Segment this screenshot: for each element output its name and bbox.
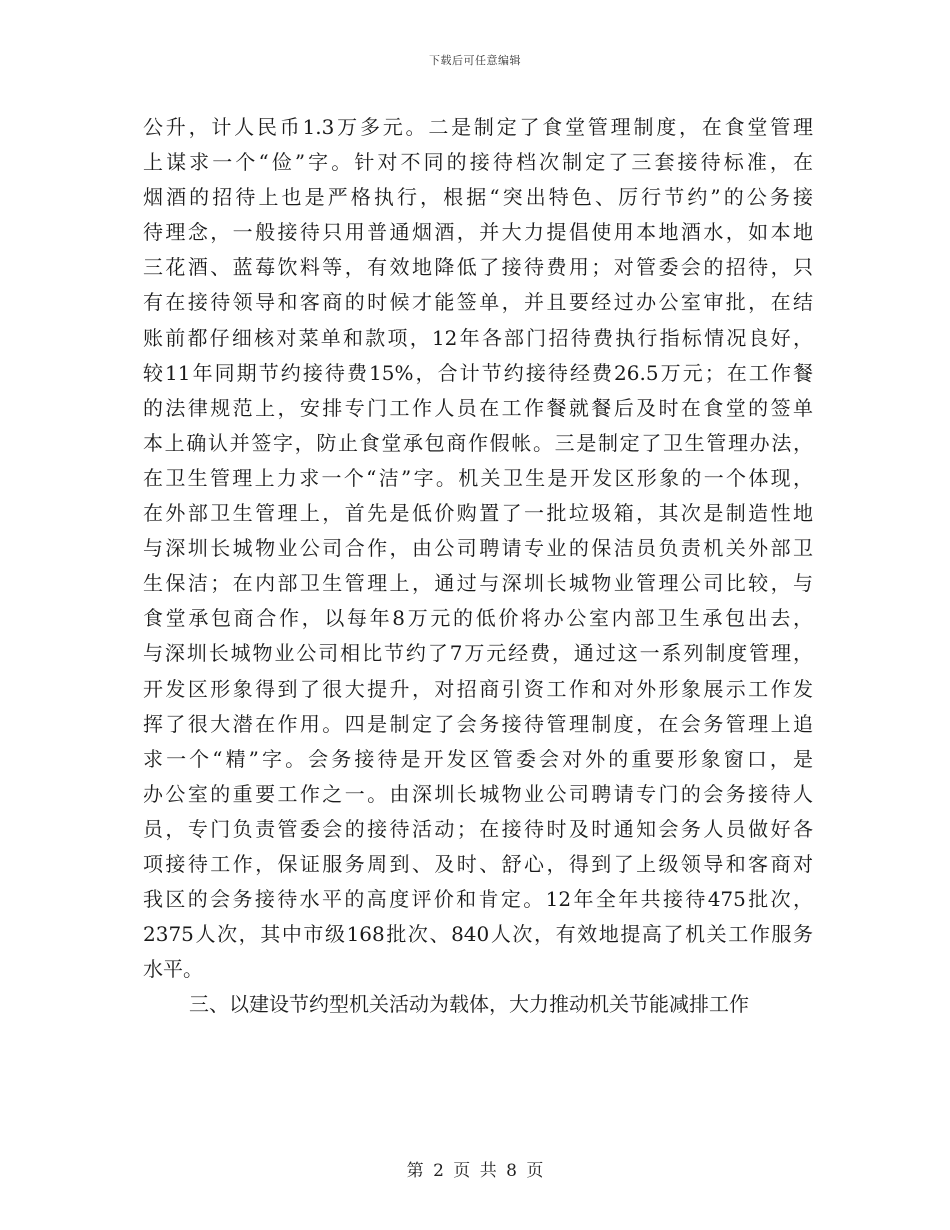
body-line: 与深圳长城物业公司相比节约了7万元经费，通过这一系列制度管理，: [143, 641, 813, 666]
body-line: 公升，计人民币1.3万多元。二是制定了食堂管理制度，在食堂管理: [143, 115, 813, 139]
body-line: 我区的会务接待水平的高度评价和肯定。12年全年共接待475批次，: [143, 887, 813, 912]
body-line: 上谋求一个“俭”字。针对不同的接待档次制定了三套接待标准，在: [143, 150, 813, 175]
body-line: 挥了很大潜在作用。四是制定了会务接待管理制度，在会务管理上追: [143, 711, 813, 736]
body-line: 2375人次，其中市级168批次、840人次，有效地提高了机关工作服务: [143, 922, 813, 947]
body-line: 较11年同期节约接待费15%，合计节约接待经费26.5万元；在工作餐: [143, 360, 813, 385]
body-line: 有在接待领导和客商的时候才能签单，并且要经过办公室审批，在结: [143, 290, 813, 315]
body-line: 食堂承包商合作，以每年8万元的低价将办公室内部卫生承包出去，: [143, 606, 813, 631]
body-line: 求一个“精”字。会务接待是开发区管委会对外的重要形象窗口，是: [143, 746, 813, 771]
body-line: 待理念，一般接待只用普通烟酒，并大力提倡使用本地酒水，如本地: [143, 220, 813, 245]
page-header: 下载后可任意编辑: [429, 54, 521, 67]
section-heading: 三、以建设节约型机关活动为载体，大力推动机关节能减排工作: [189, 992, 749, 1017]
body-line: 在卫生管理上力求一个“洁”字。机关卫生是开发区形象的一个体现，: [143, 465, 813, 490]
document-body: [143, 110, 813, 1022]
body-line: 在外部卫生管理上，首先是低价购置了一批垃圾箱，其次是制造性地: [143, 501, 813, 526]
body-line: 员，专门负责管委会的接待活动；在接待时及时通知会务人员做好各: [143, 816, 813, 841]
body-line: 生保洁；在内部卫生管理上，通过与深圳长城物业管理公司比较，与: [143, 571, 813, 596]
body-line: 本上确认并签字，防止食堂承包商作假帐。三是制定了卫生管理办法，: [143, 430, 813, 455]
body-line: 三花酒、蓝莓饮料等，有效地降低了接待费用；对管委会的招待，只: [143, 255, 813, 280]
body-line: 开发区形象得到了很大提升，对招商引资工作和对外形象展示工作发: [143, 676, 813, 701]
body-line: 水平。: [143, 957, 203, 982]
body-line: 办公室的重要工作之一。由深圳长城物业公司聘请专门的会务接待人: [143, 781, 813, 806]
body-line: 与深圳长城物业公司合作，由公司聘请专业的保洁员负责机关外部卫: [143, 536, 813, 561]
body-line: 账前都仔细核对菜单和款项，12年各部门招待费执行指标情况良好，: [143, 325, 813, 350]
body-line: 项接待工作，保证服务周到、及时、舒心，得到了上级领导和客商对: [143, 851, 813, 876]
body-line: 的法律规范上，安排专门工作人员在工作餐就餐后及时在食堂的签单: [143, 395, 813, 420]
body-line: 烟酒的招待上也是严格执行，根据“突出特色、厉行节约”的公务接: [143, 185, 813, 210]
page-number-footer: 第 2 页 共 8 页: [406, 1161, 544, 1181]
